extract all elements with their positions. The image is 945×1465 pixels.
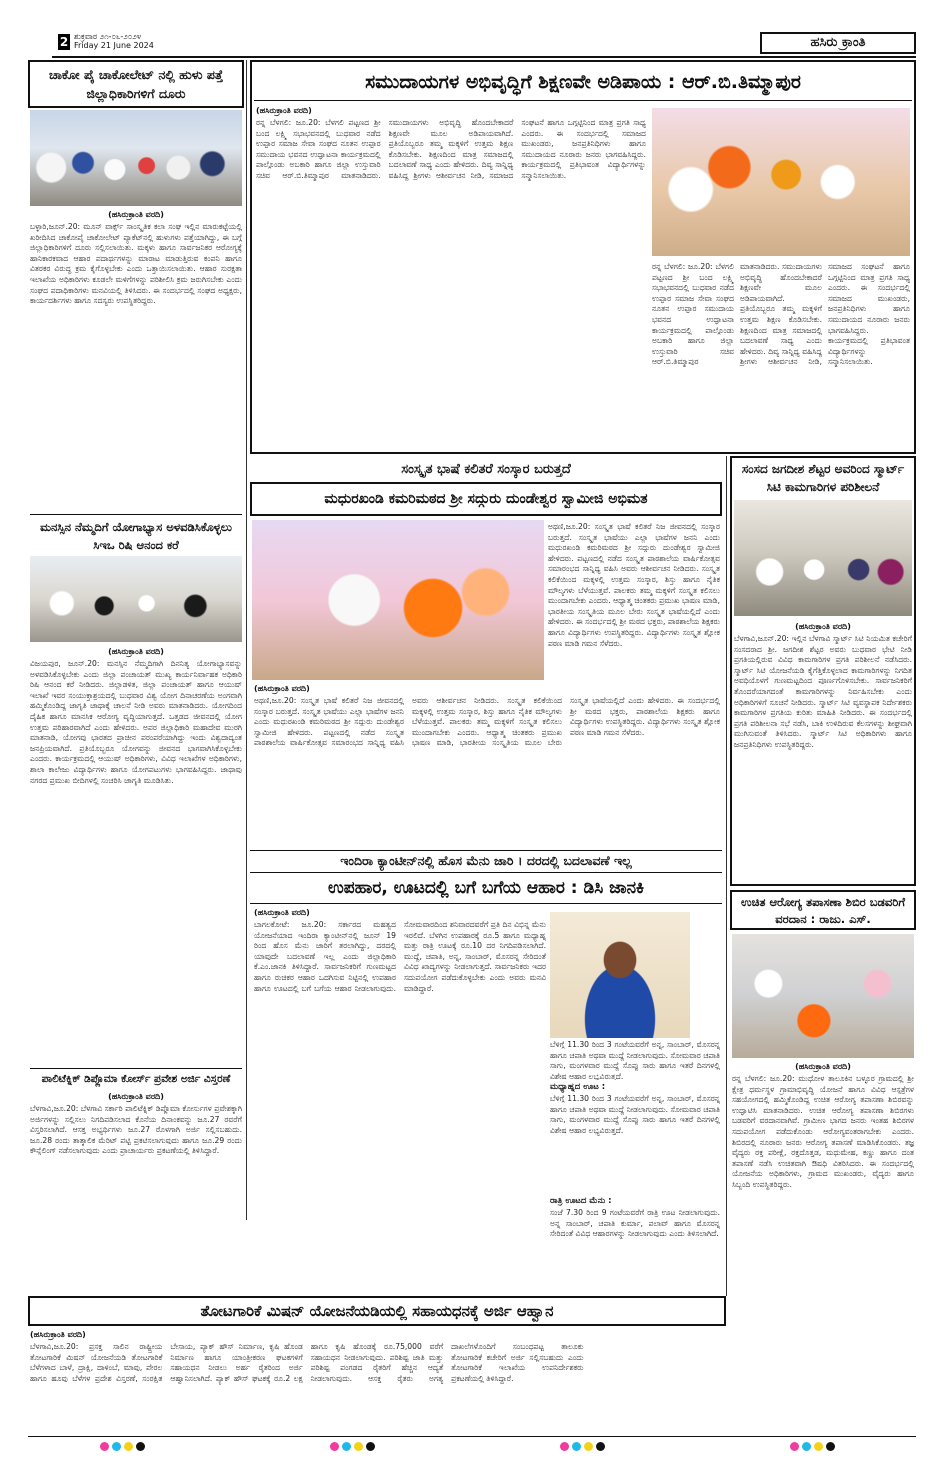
smartcity-body: ಬೆಳಗಾವಿ,ಜೂನ್.20: ಇಲ್ಲಿನ ಬೆಳಗಾವಿ ಸ್ಮಾರ್ಟ್ ಸಿಟಿ ನಿಯಮಿತ ಕಚೇರಿಗೆ ಸಂಸದರಾದ ಶ್ರೀ. ಜಗದೀಶ ಶೆಟ್ಟರ ಅವರು ಬುಧವಾರ ಭೇಟಿ ನೀಡಿ ಪ್ರಗತಿಯಲ್ಲಿರುವ ವಿವಿಧ ಕಾಮಗಾರಿಗಳ ಪ್ರಗತಿ ಪರಿಶೀಲನೆ ನಡೆಸಿದರು. ಸ್ಮಾರ್ಟ್ ಸಿಟಿ ಯೋಜನೆಯಡಿ ಕೈಗೆತ್ತಿಕೊಳ್ಳಲಾದ ಕಾಮಗಾರಿಗಳನ್ನು ನಿಗದಿತ ಅವಧಿಯೊಳಗೆ ಗುಣಮಟ್ಟದಿಂದ ಪೂರ್ಣಗೊಳಿಸಬೇಕು. ಸಾರ್ವಜನಿಕರಿಗೆ ತೊಂದರೆಯಾಗದಂತೆ ಕಾಮಗಾರಿಗಳನ್ನು ನಿರ್ವಹಿಸಬೇಕು ಎಂದು ಅಧಿಕಾರಿಗಳಿಗೆ ಸೂಚನೆ ನೀಡಿದರು. ಸ್ಮಾರ್ಟ್ ಸಿಟಿ ವ್ಯವಸ್ಥಾಪಕ ನಿರ್ದೇಶಕರು ಕಾಮಗಾರಿಗಳ ಪ್ರಗತಿಯ ಕುರಿತು ಮಾಹಿತಿ ನೀಡಿದರು. ಈ ಸಂದರ್ಭದಲ್ಲಿ ಪ್ರಗತಿ ಪರಿಶೀಲನಾ ಸಭೆ ನಡೆಸಿ, ಬಾಕಿ ಉಳಿದಿರುವ ಕೆಲಸಗಳನ್ನು ಶೀಘ್ರವಾಗಿ ಮುಗಿಸುವಂತೆ ತಿಳಿಸಿದರು. ಸ್ಮಾರ್ಟ್ ಸಿಟಿ ಅಧಿಕಾರಿಗಳು ಹಾಗೂ ಜನಪ್ರತಿನಿಧಿಗಳು ಉಪಸ್ಥಿತರಿದ್ದರು. bbox=[734, 634, 912, 749]
registration-marks-center bbox=[330, 1442, 375, 1451]
sanskrit-headline: ಮಧುರಖಂಡಿ ಕಮರಿಮಠದ ಶ್ರೀ ಸದ್ಗುರು ದುಂಡೇಶ್ವರ ಸ್ವಾಮೀಜಿ ಅಭಿಮತ bbox=[324, 491, 648, 507]
canteen-kicker: ಇಂದಿರಾ ಕ್ಯಾಂಟೀನ್‌ನಲ್ಲಿ ಹೊಸ ಮೆನು ಜಾರಿ । ದರದಲ್ಲಿ ಬದಲಾವಣೆ ಇಲ್ಲ bbox=[340, 853, 632, 868]
sanskrit-headline-box bbox=[250, 482, 722, 516]
magenta-dot bbox=[560, 1442, 569, 1451]
yoga-headline: ಮನಸ್ಸಿನ ನೆಮ್ಮದಿಗೆ ಯೋಗಾಭ್ಯಾಸ ಅಳವಡಿಸಿಕೊಳ್ಳಲು ಸಿಇಒ ರಿಷಿ ಆನಂದ ಕರೆ bbox=[40, 520, 232, 552]
sanskrit-photo bbox=[252, 520, 544, 680]
masthead: ಹಸಿರು ಕ್ರಾಂತಿ bbox=[760, 32, 916, 54]
black-dot bbox=[826, 1442, 835, 1451]
sanskrit-kicker: ಸಂಸ್ಕೃತ ಭಾಷೆ ಕಲಿತರೆ ಸಂಸ್ಕಾರ ಬರುತ್ತದೆ bbox=[401, 462, 571, 477]
sanskrit-body-side: ಅಥಣಿ,ಜೂ.20: ಸಂಸ್ಕೃತ ಭಾಷೆ ಕಲಿತರೆ ನಿಜ ಜೀವನದಲ್ಲಿ ಸಂಸ್ಕಾರ ಬರುತ್ತದೆ. ಸಂಸ್ಕೃತ ಭಾಷೆಯು ಎಲ್ಲಾ ಭಾಷೆಗಳ ಜನನಿ ಎಂದು ಮಧುರಖಂಡಿ ಕಮರಿಮಠದ ಶ್ರೀ ಸದ್ಗುರು ದುಂಡೇಶ್ವರ ಸ್ವಾಮೀಜಿ ಹೇಳಿದರು. ಪಟ್ಟಣದಲ್ಲಿ ನಡೆದ ಸಂಸ್ಕೃತ ಪಾಠಶಾಲೆಯ ವಾರ್ಷಿಕೋತ್ಸವ ಸಮಾರಂಭದ ಸಾನ್ನಿಧ್ಯ ವಹಿಸಿ ಅವರು ಆಶೀರ್ವಚನ ನೀಡಿದರು. ಸಂಸ್ಕೃತ ಕಲಿಕೆಯಿಂದ ಮಕ್ಕಳಲ್ಲಿ ಉತ್ತಮ ಸಂಸ್ಕಾರ, ಶಿಸ್ತು ಹಾಗೂ ನೈತಿಕ ಮೌಲ್ಯಗಳು ಬೆಳೆಯುತ್ತವೆ. ಪಾಲಕರು ತಮ್ಮ ಮಕ್ಕಳಿಗೆ ಸಂಸ್ಕೃತ ಕಲಿಸಲು ಮುಂದಾಗಬೇಕು ಎಂದರು. ಆಧ್ಯಾತ್ಮ ಚಿಂತಕರು ಪ್ರಮುಖ ಭಾಷಣ ಮಾಡಿ, ಭಾರತೀಯ ಸಂಸ್ಕೃತಿಯ ಮೂಲ ಬೇರು ಸಂಸ್ಕೃತ ಭಾಷೆಯಲ್ಲಿದೆ ಎಂದು ಹೇಳಿದರು. ಈ ಸಂದರ್ಭದಲ್ಲಿ ಶ್ರೀ ಮಠದ ಭಕ್ತರು, ಪಾಠಶಾಲೆಯ ಶಿಕ್ಷಕರು ಹಾಗೂ ವಿದ್ಯಾರ್ಥಿಗಳು ಉಪಸ್ಥಿತರಿದ್ದರು. ವಿದ್ಯಾರ್ಥಿಗಳು ಸಂಸ್ಕೃತ ಶ್ಲೋಕ ಪಠಣ ಮಾಡಿ ಗಮನ ಸೆಳೆದರು. bbox=[548, 522, 720, 648]
date-kannada: ಶುಕ್ರವಾರ ೨೧-೦೬-೨೦೨೪ bbox=[74, 32, 142, 41]
black-dot bbox=[596, 1442, 605, 1451]
canteen-subhead-lunch: ಮಧ್ಯಾಹ್ನದ ಊಟ : bbox=[550, 1082, 606, 1092]
registration-marks-right bbox=[790, 1442, 835, 1451]
yoga-credit: (ಹಸಿರುಕ್ರಾಂತಿ ವರದಿ) bbox=[108, 647, 164, 656]
chocolate-body: ಬಳ್ಳಾರಿ,ಜೂನ್.20: ಮೂನ್ ವಾರ್ಕ್ಸ್ ಸಾಂಸ್ಕೃತಿಕ ಕಲಾ ಸಂಘ ಇಲ್ಲಿನ ಮಾರುಕಟ್ಟೆಯಲ್ಲಿ ಖರೀದಿಸಿದ ಚಾಕೋಪೈ ಚಾಕೋಲೇಟ್ ಪ್ಯಾಕೆಟ್‌ನಲ್ಲಿ ಹುಳುಗಳು ಪತ್ತೆಯಾಗಿದ್ದು, ಈ ಬಗ್ಗೆ ಜಿಲ್ಲಾಧಿಕಾರಿಗಳಿಗೆ ದೂರು ಸಲ್ಲಿಸಲಾಯಿತು. ಮಕ್ಕಳು ಹಾಗೂ ಸಾರ್ವಜನಿಕರ ಆರೋಗ್ಯಕ್ಕೆ ಹಾನಿಕಾರಕವಾದ ಆಹಾರ ಪದಾರ್ಥಗಳನ್ನು ಮಾರಾಟ ಮಾಡುತ್ತಿರುವ ಕಂಪನಿ ಹಾಗೂ ವಿತರಕರ ವಿರುದ್ಧ ಕ್ರಮ ಕೈಗೊಳ್ಳಬೇಕು ಎಂದು ಒತ್ತಾಯಿಸಲಾಯಿತು. ಆಹಾರ ಸುರಕ್ಷತಾ ಇಲಾಖೆಯ ಅಧಿಕಾರಿಗಳು ಕೂಡಲೇ ಮಳಿಗೆಗಳನ್ನು ಪರಿಶೀಲಿಸಿ ಕ್ರಮ ಜರುಗಿಸಬೇಕು ಎಂದು ಸಂಘದ ಪದಾಧಿಕಾರಿಗಳು ಮನವಿಯಲ್ಲಿ ತಿಳಿಸಿದರು. ಈ ಸಂದರ್ಭದಲ್ಲಿ ಸಂಘದ ಅಧ್ಯಕ್ಷರು, ಕಾರ್ಯದರ್ಶಿಗಳು ಹಾಗೂ ಸದಸ್ಯರು ಉಪಸ್ಥಿತರಿದ್ದರು. bbox=[30, 222, 242, 306]
header-rule bbox=[52, 56, 916, 58]
canteen-credit: (ಹಸಿರುಕ್ರಾಂತಿ ವರದಿ) bbox=[254, 908, 310, 917]
registration-marks-center-right bbox=[560, 1442, 605, 1451]
black-dot bbox=[136, 1442, 145, 1451]
canteen-headline: ಉಪಹಾರ, ಊಟದಲ್ಲಿ ಬಗೆ ಬಗೆಯ ಆಹಾರ : ಡಿಸಿ ಜಾನಕಿ bbox=[250, 872, 722, 904]
horticulture-credit: (ಹಸಿರುಕ್ರಾಂತಿ ವರದಿ) bbox=[30, 1330, 86, 1339]
sanskrit-body: ಅಥಣಿ,ಜೂ.20: ಸಂಸ್ಕೃತ ಭಾಷೆ ಕಲಿತರೆ ನಿಜ ಜೀವನದಲ್ಲಿ ಸಂಸ್ಕಾರ ಬರುತ್ತದೆ. ಸಂಸ್ಕೃತ ಭಾಷೆಯು ಎಲ್ಲಾ ಭಾಷೆಗಳ ಜನನಿ ಎಂದು ಮಧುರಖಂಡಿ ಕಮರಿಮಠದ ಶ್ರೀ ಸದ್ಗುರು ದುಂಡೇಶ್ವರ ಸ್ವಾಮೀಜಿ ಹೇಳಿದರು. ಪಟ್ಟಣದಲ್ಲಿ ನಡೆದ ಸಂಸ್ಕೃತ ಪಾಠಶಾಲೆಯ ವಾರ್ಷಿಕೋತ್ಸವ ಸಮಾರಂಭದ ಸಾನ್ನಿಧ್ಯ ವಹಿಸಿ ಅವರು ಆಶೀರ್ವಚನ ನೀಡಿದರು. ಸಂಸ್ಕೃತ ಕಲಿಕೆಯಿಂದ ಮಕ್ಕಳಲ್ಲಿ ಉತ್ತಮ ಸಂಸ್ಕಾರ, ಶಿಸ್ತು ಹಾಗೂ ನೈತಿಕ ಮೌಲ್ಯಗಳು ಬೆಳೆಯುತ್ತವೆ. ಪಾಲಕರು ತಮ್ಮ ಮಕ್ಕಳಿಗೆ ಸಂಸ್ಕೃತ ಕಲಿಸಲು ಮುಂದಾಗಬೇಕು ಎಂದರು. ಆಧ್ಯಾತ್ಮ ಚಿಂತಕರು ಪ್ರಮುಖ ಭಾಷಣ ಮಾಡಿ, ಭಾರತೀಯ ಸಂಸ್ಕೃತಿಯ ಮೂಲ ಬೇರು ಸಂಸ್ಕೃತ ಭಾಷೆಯಲ್ಲಿದೆ ಎಂದು ಹೇಳಿದರು. ಈ ಸಂದರ್ಭದಲ್ಲಿ ಶ್ರೀ ಮಠದ ಭಕ್ತರು, ಪಾಠಶಾಲೆಯ ಶಿಕ್ಷಕರು ಹಾಗೂ ವಿದ್ಯಾರ್ಥಿಗಳು ಉಪಸ್ಥಿತರಿದ್ದರು. ವಿದ್ಯಾರ್ಥಿಗಳು ಸಂಸ್ಕೃತ ಶ್ಲೋಕ ಪಠಣ ಮಾಡಿ ಗಮನ ಸೆಳೆದರು. bbox=[254, 696, 720, 748]
registration-marks-left bbox=[100, 1442, 145, 1451]
canteen-body: ಬಾಗಲಕೋಟೆ: ಜೂ.20: ಸರ್ಕಾರದ ಮಹತ್ವದ ಯೋಜನೆಯಾದ ಇಂದಿರಾ ಕ್ಯಾಂಟೀನ್‌ನಲ್ಲಿ ಜೂನ್ 19 ರಿಂದ ಹೊಸ ಮೆನು ಜಾರಿಗೆ ತರಲಾಗಿದ್ದು, ದರದಲ್ಲಿ ಯಾವುದೇ ಬದಲಾವಣೆ ಇಲ್ಲ ಎಂದು ಜಿಲ್ಲಾಧಿಕಾರಿ ಕೆ.ಎಂ.ಜಾನಕಿ ತಿಳಿಸಿದ್ದಾರೆ. ಸಾರ್ವಜನಿಕರಿಗೆ ಗುಣಮಟ್ಟದ ಹಾಗೂ ರುಚಿಕರ ಆಹಾರ ಒದಗಿಸುವ ನಿಟ್ಟಿನಲ್ಲಿ ಉಪಹಾರ ಹಾಗೂ ಊಟದಲ್ಲಿ ಬಗೆ ಬಗೆಯ ಆಹಾರ ನೀಡಲಾಗುವುದು. ಸೋಮವಾರದಿಂದ ಶನಿವಾರದವರೆಗೆ ಪ್ರತಿ ದಿನ ವಿಭಿನ್ನ ಮೆನು ಇರಲಿದೆ. ಬೆಳಗಿನ ಉಪಹಾರಕ್ಕೆ ರೂ.5 ಹಾಗೂ ಮಧ್ಯಾಹ್ನ ಮತ್ತು ರಾತ್ರಿ ಊಟಕ್ಕೆ ರೂ.10 ದರ ನಿಗದಿಪಡಿಸಲಾಗಿದೆ. ಮುದ್ದೆ, ಚಪಾತಿ, ಅನ್ನ, ಸಾಂಬಾರ್, ಮೊಸರನ್ನ ಸೇರಿದಂತೆ ವಿವಿಧ ಖಾದ್ಯಗಳನ್ನು ನೀಡಲಾಗುತ್ತದೆ. ಸಾರ್ವಜನಿಕರು ಇದರ ಸದುಪಯೋಗ ಪಡೆದುಕೊಳ್ಳಬೇಕು ಎಂದು ಅವರು ಮನವಿ ಮಾಡಿದ್ದಾರೆ. bbox=[254, 920, 546, 993]
healthcamp-photo bbox=[732, 934, 914, 1058]
healthcamp-headline: ಉಚಿತ ಆರೋಗ್ಯ ತಪಾಸಣಾ ಶಿಬಿರ ಬಡವರಿಗೆ ವರದಾನ : ರಾಜು. ಎಸ್. bbox=[740, 895, 906, 926]
divider bbox=[250, 850, 722, 851]
page-number: 2 bbox=[59, 35, 69, 49]
yoga-photo bbox=[30, 556, 242, 642]
horticulture-headline: ತೋಟಗಾರಿಕೆ ಮಿಷನ್ ಯೋಜನೆಯಡಿಯಲ್ಲಿ ಸಹಾಯಧನಕ್ಕೆ ಅರ್ಜಿ ಆಹ್ವಾನ bbox=[200, 1302, 554, 1320]
community-body: ರನ್ನ ಬೆಳಗಲಿ: ಜೂ.20: ಬೆಳಗಲಿ ಪಟ್ಟಣದ ಶ್ರೀ ಬಂದ ಲಕ್ಷ್ಮಿ ಸಭಾಭವನದಲ್ಲಿ ಬುಧವಾರ ನಡೆದ ಉಪ್ಪಾರ ಸಮಾಜ ಸೇವಾ ಸಂಘದ ನೂತನ ಉಪ್ಪಾರ ಸಮುದಾಯ ಭವನದ ಉದ್ಘಾಟನಾ ಕಾರ್ಯಕ್ರಮದಲ್ಲಿ ಪಾಲ್ಗೊಂಡು ಅಬಕಾರಿ ಹಾಗೂ ಜಿಲ್ಲಾ ಉಸ್ತುವಾರಿ ಸಚಿವ ಆರ್.ಬಿ.ತಿಮ್ಮಾಪುರ ಮಾತನಾಡಿದರು. ಸಮುದಾಯಗಳು ಅಭಿವೃದ್ಧಿ ಹೊಂದಬೇಕಾದರೆ ಶಿಕ್ಷಣವೇ ಮೂಲ ಅಡಿಪಾಯವಾಗಿದೆ. ಪ್ರತಿಯೊಬ್ಬರೂ ತಮ್ಮ ಮಕ್ಕಳಿಗೆ ಉತ್ತಮ ಶಿಕ್ಷಣ ಕೊಡಿಸಬೇಕು. ಶಿಕ್ಷಣದಿಂದ ಮಾತ್ರ ಸಮಾಜದಲ್ಲಿ ಬದಲಾವಣೆ ಸಾಧ್ಯ ಎಂದು ಹೇಳಿದರು. ದಿವ್ಯ ಸಾನ್ನಿಧ್ಯ ವಹಿಸಿದ್ದ ಶ್ರೀಗಳು ಆಶೀರ್ವಚನ ನೀಡಿ, ಸಮಾಜದ ಸಂಘಟನೆ ಹಾಗೂ ಒಗ್ಗಟ್ಟಿನಿಂದ ಮಾತ್ರ ಪ್ರಗತಿ ಸಾಧ್ಯ ಎಂದರು. ಈ ಸಂದರ್ಭದಲ್ಲಿ ಸಮಾಜದ ಮುಖಂಡರು, ಜನಪ್ರತಿನಿಧಿಗಳು ಹಾಗೂ ಸಮುದಾಯದ ನೂರಾರು ಜನರು ಭಾಗವಹಿಸಿದ್ದರು. ಕಾರ್ಯಕ್ರಮದಲ್ಲಿ ಪ್ರತಿಭಾವಂತ ವಿದ್ಯಾರ್ಥಿಗಳನ್ನು ಸನ್ಮಾನಿಸಲಾಯಿತು. bbox=[256, 118, 646, 180]
canteen-lunch-body: ಬೆಳಿಗ್ಗೆ 11.30 ರಿಂದ 3 ಗಂಟೆಯವರೆಗೆ ಅನ್ನ, ಸಾಂಬಾರ್, ಮೊಸರನ್ನ ಹಾಗೂ ಚಪಾತಿ ಅಥವಾ ಮುದ್ದೆ ನೀಡಲಾಗುವುದು. ಸೋಮವಾರ ಚಪಾತಿ ಸಾಗು, ಮಂಗಳವಾರ ಮುದ್ದೆ ಸೊಪ್ಪು ಸಾರು ಹಾಗೂ ಇತರೆ ದಿನಗಳಲ್ಲಿ ವಿಶೇಷ ಆಹಾರ ಲಭ್ಯವಿರುತ್ತದೆ. bbox=[550, 1094, 720, 1135]
smartcity-headline: ಸಂಸದ ಜಗದೀಶ ಶೆಟ್ಟರ ಅವರಿಂದ ಸ್ಮಾರ್ಟ್ ಸಿಟಿ ಕಾಮಗಾರಿಗಳ ಪರಿಶೀಲನೆ bbox=[741, 462, 905, 494]
canteen-dinner-body: ಸಂಜೆ 7.30 ರಿಂದ 9 ಗಂಟೆಯವರೆಗೆ ರಾತ್ರಿ ಊಟ ನೀಡಲಾಗುವುದು. ಅನ್ನ ಸಾಂಬಾರ್, ಚಪಾತಿ ಕುರ್ಮಾ, ಪಲಾವ್ ಹಾಗೂ ಮೊಸರನ್ನ ಸೇರಿದಂತೆ ವಿವಿಧ ಆಹಾರಗಳನ್ನು ನೀಡಲಾಗುವುದು ಎಂದು ತಿಳಿಸಲಾಗಿದೆ. bbox=[550, 1208, 720, 1239]
chocolate-photo bbox=[30, 110, 242, 206]
chocolate-credit: (ಹಸಿರುಕ್ರಾಂತಿ ವರದಿ) bbox=[108, 210, 164, 219]
magenta-dot bbox=[790, 1442, 799, 1451]
cyan-dot bbox=[342, 1442, 351, 1451]
cyan-dot bbox=[802, 1442, 811, 1451]
cyan-dot bbox=[112, 1442, 121, 1451]
cyan-dot bbox=[572, 1442, 581, 1451]
yellow-dot bbox=[584, 1442, 593, 1451]
divider bbox=[30, 1068, 242, 1069]
yellow-dot bbox=[354, 1442, 363, 1451]
divider bbox=[30, 514, 242, 515]
page-date bbox=[74, 32, 154, 50]
community-body-continued: ರನ್ನ ಬೆಳಗಲಿ: ಜೂ.20: ಬೆಳಗಲಿ ಪಟ್ಟಣದ ಶ್ರೀ ಬಂದ ಲಕ್ಷ್ಮಿ ಸಭಾಭವನದಲ್ಲಿ ಬುಧವಾರ ನಡೆದ ಉಪ್ಪಾರ ಸಮಾಜ ಸೇವಾ ಸಂಘದ ನೂತನ ಉಪ್ಪಾರ ಸಮುದಾಯ ಭವನದ ಉದ್ಘಾಟನಾ ಕಾರ್ಯಕ್ರಮದಲ್ಲಿ ಪಾಲ್ಗೊಂಡು ಅಬಕಾರಿ ಹಾಗೂ ಜಿಲ್ಲಾ ಉಸ್ತುವಾರಿ ಸಚಿವ ಆರ್.ಬಿ.ತಿಮ್ಮಾಪುರ ಮಾತನಾಡಿದರು. ಸಮುದಾಯಗಳು ಅಭಿವೃದ್ಧಿ ಹೊಂದಬೇಕಾದರೆ ಶಿಕ್ಷಣವೇ ಮೂಲ ಅಡಿಪಾಯವಾಗಿದೆ. ಪ್ರತಿಯೊಬ್ಬರೂ ತಮ್ಮ ಮಕ್ಕಳಿಗೆ ಉತ್ತಮ ಶಿಕ್ಷಣ ಕೊಡಿಸಬೇಕು. ಶಿಕ್ಷಣದಿಂದ ಮಾತ್ರ ಸಮಾಜದಲ್ಲಿ ಬದಲಾವಣೆ ಸಾಧ್ಯ ಎಂದು ಹೇಳಿದರು. ದಿವ್ಯ ಸಾನ್ನಿಧ್ಯ ವಹಿಸಿದ್ದ ಶ್ರೀಗಳು ಆಶೀರ್ವಚನ ನೀಡಿ, ಸಮಾಜದ ಸಂಘಟನೆ ಹಾಗೂ ಒಗ್ಗಟ್ಟಿನಿಂದ ಮಾತ್ರ ಪ್ರಗತಿ ಸಾಧ್ಯ ಎಂದರು. ಈ ಸಂದರ್ಭದಲ್ಲಿ ಸಮಾಜದ ಮುಖಂಡರು, ಜನಪ್ರತಿನಿಧಿಗಳು ಹಾಗೂ ಸಮುದಾಯದ ನೂರಾರು ಜನರು ಭಾಗವಹಿಸಿದ್ದರು. ಕಾರ್ಯಕ್ರಮದಲ್ಲಿ ಪ್ರತಿಭಾವಂತ ವಿದ್ಯಾರ್ಥಿಗಳನ್ನು ಸನ್ಮಾನಿಸಲಾಯಿತು. bbox=[652, 262, 910, 367]
column-rule bbox=[246, 60, 247, 1220]
healthcamp-headline-box bbox=[730, 890, 916, 930]
date-english: Friday 21 June 2024 bbox=[74, 41, 154, 50]
magenta-dot bbox=[100, 1442, 109, 1451]
yoga-body: ವಿಜಯಪುರ, ಜೂನ್.20: ಮನಸ್ಸಿನ ನೆಮ್ಮದಿಗಾಗಿ ದಿನನಿತ್ಯ ಯೋಗಾಭ್ಯಾಸವನ್ನು ಅಳವಡಿಸಿಕೊಳ್ಳಬೇಕು ಎಂದು ಜಿಲ್ಲಾ ಪಂಚಾಯತ್ ಮುಖ್ಯ ಕಾರ್ಯನಿರ್ವಾಹಕ ಅಧಿಕಾರಿ ರಿಷಿ ಆನಂದ ಕರೆ ನೀಡಿದರು. ಜಿಲ್ಲಾಡಳಿತ, ಜಿಲ್ಲಾ ಪಂಚಾಯತ್ ಹಾಗೂ ಆಯುಷ್ ಇಲಾಖೆ ಇವರ ಸಂಯುಕ್ತಾಶ್ರಯದಲ್ಲಿ ಬುಧವಾರ ವಿಶ್ವ ಯೋಗ ದಿನಾಚರಣೆಯ ಅಂಗವಾಗಿ ಹಮ್ಮಿಕೊಂಡಿದ್ದ ಜಾಗೃತಿ ಜಾಥಾಕ್ಕೆ ಚಾಲನೆ ನೀಡಿ ಅವರು ಮಾತನಾಡಿದರು. ಯೋಗದಿಂದ ದೈಹಿಕ ಹಾಗೂ ಮಾನಸಿಕ ಆರೋಗ್ಯ ವೃದ್ಧಿಯಾಗುತ್ತದೆ. ಒತ್ತಡದ ಜೀವನದಲ್ಲಿ ಯೋಗ ಉತ್ತಮ ಪರಿಹಾರವಾಗಿದೆ ಎಂದು ಹೇಳಿದರು. ಅಪರ ಜಿಲ್ಲಾಧಿಕಾರಿ ಮಹಾದೇವ ಮುರಗಿ ಮಾತನಾಡಿ, ಯೋಗವು ಭಾರತದ ಪ್ರಾಚೀನ ಪರಂಪರೆಯಾಗಿದ್ದು ಇಂದು ವಿಶ್ವದಾದ್ಯಂತ ಜನಪ್ರಿಯವಾಗಿದೆ. ಪ್ರತಿಯೊಬ್ಬರೂ ಯೋಗವನ್ನು ಜೀವನದ ಭಾಗವಾಗಿಸಿಕೊಳ್ಳಬೇಕು ಎಂದರು. ಕಾರ್ಯಕ್ರಮದಲ್ಲಿ ಆಯುಷ್ ಅಧಿಕಾರಿಗಳು, ವಿವಿಧ ಇಲಾಖೆಗಳ ಅಧಿಕಾರಿಗಳು, ಶಾಲಾ ಕಾಲೇಜು ವಿದ್ಯಾರ್ಥಿಗಳು ಹಾಗೂ ಯೋಗಪಟುಗಳು ಭಾಗವಹಿಸಿದ್ದರು. ಜಾಥಾವು ನಗರದ ಪ್ರಮುಖ ಬೀದಿಗಳಲ್ಲಿ ಸಂಚರಿಸಿ ಜಾಗೃತಿ ಮೂಡಿಸಿತು. bbox=[30, 659, 242, 785]
yellow-dot bbox=[814, 1442, 823, 1451]
smartcity-photo bbox=[734, 500, 912, 616]
column-rule bbox=[726, 456, 727, 1296]
canteen-body-side: ಬೆಳಿಗ್ಗೆ 11.30 ರಿಂದ 3 ಗಂಟೆಯವರೆಗೆ ಅನ್ನ, ಸಾಂಬಾರ್, ಮೊಸರನ್ನ ಹಾಗೂ ಚಪಾತಿ ಅಥವಾ ಮುದ್ದೆ ನೀಡಲಾಗುವುದು. ಸೋಮವಾರ ಚಪಾತಿ ಸಾಗು, ಮಂಗಳವಾರ ಮುದ್ದೆ ಸೊಪ್ಪು ಸಾರು ಹಾಗೂ ಇತರೆ ದಿನಗಳಲ್ಲಿ ವಿಶೇಷ ಆಹಾರ ಲಭ್ಯವಿರುತ್ತದೆ. bbox=[550, 1040, 720, 1080]
diploma-body: ಬೆಳಗಾವಿ,ಜೂ.20: ಬೆಳಗಾವಿ ಸರ್ಕಾರಿ ಪಾಲಿಟೆಕ್ನಿಕ್ ಡಿಪ್ಲೊಮಾ ಕೋರ್ಸುಗಳ ಪ್ರವೇಶಕ್ಕಾಗಿ ಅರ್ಜಿಗಳನ್ನು ಸಲ್ಲಿಸಲು ನಿಗದಿಪಡಿಸಲಾದ ಕೊನೆಯ ದಿನಾಂಕವನ್ನು ಜೂ.27 ರವರೆಗೆ ವಿಸ್ತರಿಸಲಾಗಿದೆ. ಆಸಕ್ತ ಅಭ್ಯರ್ಥಿಗಳು ಜೂ.27 ರೊಳಗಾಗಿ ಅರ್ಜಿ ಸಲ್ಲಿಸಬಹುದು. ಜೂ.28 ರಂದು ತಾತ್ಕಾಲಿಕ ಮೆರಿಟ್ ಪಟ್ಟಿ ಪ್ರಕಟಿಸಲಾಗುವುದು ಹಾಗೂ ಜೂ.29 ರಂದು ಕೌನ್ಸೆಲಿಂಗ್ ನಡೆಸಲಾಗುವುದು ಎಂದು ಪ್ರಾಚಾರ್ಯರು ಪ್ರಕಟಣೆಯಲ್ಲಿ ತಿಳಿಸಿದ್ದಾರೆ. bbox=[30, 1104, 242, 1156]
horticulture-body: ಬೆಳಗಾವಿ,ಜೂ.20: ಪ್ರಸಕ್ತ ಸಾಲಿನ ರಾಷ್ಟ್ರೀಯ ತೋಟಗಾರಿಕೆ ಮಿಷನ್ ಯೋಜನೆಯಡಿ ತೋಟಗಾರಿಕೆ ಬೆಳೆಗಳಾದ ಬಾಳೆ, ದ್ರಾಕ್ಷಿ, ದಾಳಿಂಬೆ, ಮಾವು, ಪೇರಲ ಹಾಗೂ ಹೂವು ಬೆಳೆಗಳ ಪ್ರದೇಶ ವಿಸ್ತರಣೆ, ಸಂರಕ್ಷಿತ ಬೇಸಾಯ, ಪ್ಯಾಕ್ ಹೌಸ್ ನಿರ್ಮಾಣ, ಕೃಷಿ ಹೊಂಡ ನಿರ್ಮಾಣ ಹಾಗೂ ಯಾಂತ್ರೀಕರಣ ಘಟಕಗಳಿಗೆ ಸಹಾಯಧನ ನೀಡಲು ಅರ್ಹ ರೈತರಿಂದ ಅರ್ಜಿ ಆಹ್ವಾನಿಸಲಾಗಿದೆ. ಪ್ಯಾಕ್ ಹೌಸ್ ಘಟಕಕ್ಕೆ ರೂ.2 ಲಕ್ಷ ಹಾಗೂ ಕೃಷಿ ಹೊಂಡಕ್ಕೆ ರೂ.75,000 ವರೆಗೆ ಸಹಾಯಧನ ನೀಡಲಾಗುವುದು. ಪರಿಶಿಷ್ಟ ಜಾತಿ ಮತ್ತು ಪರಿಶಿಷ್ಟ ಪಂಗಡದ ರೈತರಿಗೆ ಹೆಚ್ಚಿನ ಆದ್ಯತೆ ನೀಡಲಾಗುವುದು. ಆಸಕ್ತ ರೈತರು ಅಗತ್ಯ ದಾಖಲೆಗಳೊಂದಿಗೆ ಸಂಬಂಧಪಟ್ಟ ತಾಲೂಕು ತೋಟಗಾರಿಕೆ ಕಚೇರಿಗೆ ಅರ್ಜಿ ಸಲ್ಲಿಸಬಹುದು ಎಂದು ತೋಟಗಾರಿಕೆ ಇಲಾಖೆಯ ಉಪನಿರ್ದೇಶಕರು ಪ್ರಕಟಣೆಯಲ್ಲಿ ತಿಳಿಸಿದ್ದಾರೆ. bbox=[30, 1342, 584, 1383]
sanskrit-credit: (ಹಸಿರುಕ್ರಾಂತಿ ವರದಿ) bbox=[254, 684, 310, 693]
chocolate-headline-box bbox=[28, 60, 244, 108]
black-dot bbox=[366, 1442, 375, 1451]
footer-rule bbox=[28, 1436, 916, 1437]
healthcamp-body: ರನ್ನ ಬೆಳಗಲಿ: ಜೂ.20: ಮುಧೋಳ ತಾಲೂಕಿನ ಬಳ್ಳೂರ ಗ್ರಾಮದಲ್ಲಿ ಶ್ರೀ ಕ್ಷೇತ್ರ ಧರ್ಮಸ್ಥಳ ಗ್ರಾಮಾಭಿವೃದ್ಧಿ ಯೋಜನೆ ಹಾಗೂ ವಿವಿಧ ಆಸ್ಪತ್ರೆಗಳ ಸಹಯೋಗದಲ್ಲಿ ಹಮ್ಮಿಕೊಂಡಿದ್ದ ಉಚಿತ ಆರೋಗ್ಯ ತಪಾಸಣಾ ಶಿಬಿರವನ್ನು ಉದ್ಘಾಟಿಸಿ ಮಾತನಾಡಿದರು. ಉಚಿತ ಆರೋಗ್ಯ ತಪಾಸಣಾ ಶಿಬಿರಗಳು ಬಡವರಿಗೆ ವರದಾನವಾಗಿವೆ. ಗ್ರಾಮೀಣ ಭಾಗದ ಜನರು ಇಂತಹ ಶಿಬಿರಗಳ ಸದುಪಯೋಗ ಪಡೆದುಕೊಂಡು ಆರೋಗ್ಯವಂತರಾಗಬೇಕು ಎಂದರು. ಶಿಬಿರದಲ್ಲಿ ನೂರಾರು ಜನರು ಆರೋಗ್ಯ ತಪಾಸಣೆ ಮಾಡಿಸಿಕೊಂಡರು. ತಜ್ಞ ವೈದ್ಯರು ರಕ್ತ ಪರೀಕ್ಷೆ, ರಕ್ತದೊತ್ತಡ, ಮಧುಮೇಹ, ಕಣ್ಣು ಹಾಗೂ ದಂತ ತಪಾಸಣೆ ನಡೆಸಿ ಉಚಿತವಾಗಿ ಔಷಧಿ ವಿತರಿಸಿದರು. ಈ ಸಂದರ್ಭದಲ್ಲಿ ಯೋಜನೆಯ ಅಧಿಕಾರಿಗಳು, ಗ್ರಾಮದ ಮುಖಂಡರು, ವೈದ್ಯರು ಹಾಗೂ ಸಿಬ್ಬಂದಿ ಉಪಸ್ಥಿತರಿದ್ದರು. bbox=[732, 1074, 914, 1189]
community-photo bbox=[652, 108, 910, 256]
healthcamp-credit: (ಹಸಿರುಕ್ರಾಂತಿ ವರದಿ) bbox=[795, 1062, 851, 1071]
magenta-dot bbox=[330, 1442, 339, 1451]
canteen-subhead-dinner: ರಾತ್ರಿ ಊಟದ ಮೆನು : bbox=[550, 1196, 612, 1206]
collector-portrait bbox=[550, 912, 690, 1038]
smartcity-credit: (ಹಸಿರುಕ್ರಾಂತಿ ವರದಿ) bbox=[795, 622, 851, 631]
community-credit: (ಹಸಿರುಕ್ರಾಂತಿ ವರದಿ) bbox=[256, 106, 312, 115]
diploma-credit: (ಹಸಿರುಕ್ರಾಂತಿ ವರದಿ) bbox=[108, 1092, 164, 1101]
diploma-headline: ಪಾಲಿಟೆಕ್ನಿಕ್ ಡಿಪ್ಲೊಮಾ ಕೋರ್ಸ್ ಪ್ರವೇಶ ಅರ್ಜಿ ವಿಸ್ತರಣೆ bbox=[41, 1073, 231, 1085]
chocolate-headline: ಚಾಕೋ ಪೈ ಚಾಕೋಲೇಟ್ ನಲ್ಲಿ ಹುಳು ಪತ್ತೆ ಜಿಲ್ಲಾಧಿಕಾರಿಗಳಿಗೆ ದೂರು bbox=[48, 67, 224, 101]
yellow-dot bbox=[124, 1442, 133, 1451]
community-headline: ಸಮುದಾಯಗಳ ಅಭಿವೃದ್ಧಿಗೆ ಶಿಕ್ಷಣವೇ ಅಡಿಪಾಯ : ಆರ್.ಬಿ.ತಿಮ್ಮಾಪುರ bbox=[254, 64, 912, 101]
horticulture-headline-box bbox=[28, 1296, 726, 1326]
